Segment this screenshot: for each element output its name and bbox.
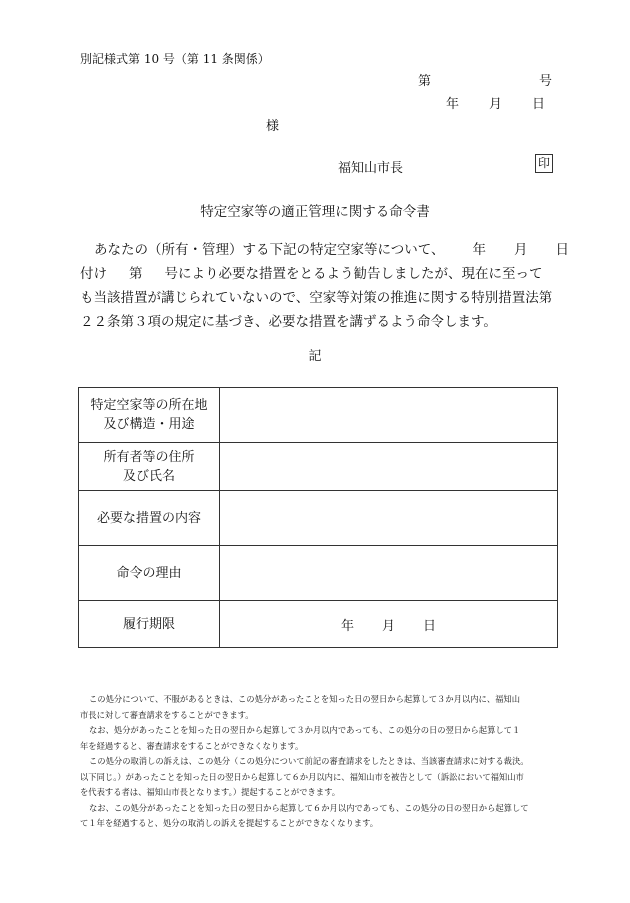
- body-day: 日: [555, 242, 569, 258]
- body-month: 月: [513, 242, 528, 258]
- remark-text-8: なお、この処分があったことを知った日の翌日から起算して６か月以内であっても、この処分の日の翌日から起算して: [89, 802, 529, 813]
- label-measures: [79, 491, 220, 546]
- details-table: [78, 387, 558, 648]
- label-measures-text: 必要な措置の内容: [96, 510, 201, 526]
- remark-line-1: [80, 692, 560, 708]
- body-line-4: ２２条第３項の規定に基づき、必要な措置を講ずるよう命令します。: [80, 314, 497, 330]
- issue-date: [446, 93, 545, 112]
- deadline-month: 月: [381, 618, 395, 634]
- number-prefix: 第: [418, 74, 432, 89]
- value-measures: [220, 491, 558, 546]
- body-line-2: [80, 262, 558, 286]
- issue-day: 日: [532, 97, 546, 112]
- body-year: 年: [472, 242, 486, 258]
- remark-line-3: [80, 723, 560, 739]
- number-suffix: 号: [539, 74, 553, 89]
- remark-line-7: を代表する者は、福知山市長となります。）提起することができます。: [80, 787, 341, 797]
- body-text-2a: 付け: [80, 266, 107, 282]
- body-text-1: あなたの（所有・管理）する下記の特定空家等について、: [94, 242, 445, 258]
- remark-text-1: この処分について、不服があるときは、この処分があったことを知った日の翌日から起算して３か月以内に、福知山: [89, 694, 521, 704]
- value-owner: [220, 443, 558, 491]
- table-row: [79, 491, 558, 546]
- deadline-year: 年: [340, 618, 354, 634]
- ki-heading: 記: [308, 349, 322, 364]
- body-text-2b: 第: [129, 266, 143, 282]
- remark-text-3: なお、処分があったことを知った日の翌日から起算して３か月以内であっても、この処分の日の翌日から起算して１: [89, 725, 521, 735]
- table-row: [79, 546, 558, 601]
- issue-month: 月: [489, 97, 503, 112]
- label-owner: [79, 443, 220, 491]
- label-deadline: [79, 601, 220, 648]
- label-reason-text: 命令の理由: [116, 565, 182, 581]
- remark-line-4: 年を経過すると、審査請求をすることができなくなります。: [80, 740, 304, 751]
- document-number: [418, 70, 552, 89]
- label-location-line-1: 特定空家等の所在地: [90, 398, 208, 413]
- remark-line-6: 以下同じ。）があったことを知った日の翌日から起算して６か月以内に、福知山市を被告として（訴訟において福知山市: [80, 771, 524, 782]
- value-reason: [220, 546, 558, 601]
- issuer-name: 福知山市長: [338, 161, 404, 176]
- form-reference: 別記様式第 10 号（第 11 条関係）: [80, 52, 270, 66]
- label-owner-line-1: 所有者等の住所: [103, 449, 195, 465]
- body-paragraph: [80, 238, 569, 334]
- table-row: [79, 601, 558, 648]
- remark-line-2: 市長に対して審査請求をすることができます。: [80, 709, 254, 720]
- body-text-2c: 号により必要な措置をとるよう勧告しましたが、現在に至って: [164, 266, 543, 282]
- addressee: 様: [266, 119, 280, 134]
- label-owner-line-2: 及び氏名: [122, 468, 175, 484]
- label-deadline-text: 履行期限: [122, 616, 175, 632]
- remark-text-5: この処分の取消しの訴えは、この処分（この処分について前記の審査請求をしたときは、当該審査請求に対する裁決。: [89, 756, 529, 766]
- remark-line-5: [80, 754, 560, 770]
- remark-line-8: [80, 801, 560, 817]
- value-location: [220, 388, 558, 443]
- table-row: [79, 443, 558, 491]
- document-title: 特定空家等の適正管理に関する命令書: [200, 204, 430, 220]
- label-reason: [79, 546, 220, 601]
- remarks-notice: [80, 692, 560, 832]
- label-location-line-2: 及び構造・用途: [103, 417, 195, 432]
- deadline-day: 日: [423, 618, 437, 634]
- remark-line-9: て１年を経過すると、処分の取消しの訴えを提起することができなくなります。: [80, 818, 379, 828]
- value-deadline: [220, 601, 558, 648]
- issue-year: 年: [446, 97, 460, 112]
- body-line-3: も当該措置が講じられていないので、空家等対策の推進に関する特別措置法第: [80, 290, 553, 306]
- label-location: [79, 388, 220, 443]
- body-line-1: [80, 238, 569, 262]
- table-row: [79, 388, 558, 443]
- seal-mark: 印: [535, 154, 553, 173]
